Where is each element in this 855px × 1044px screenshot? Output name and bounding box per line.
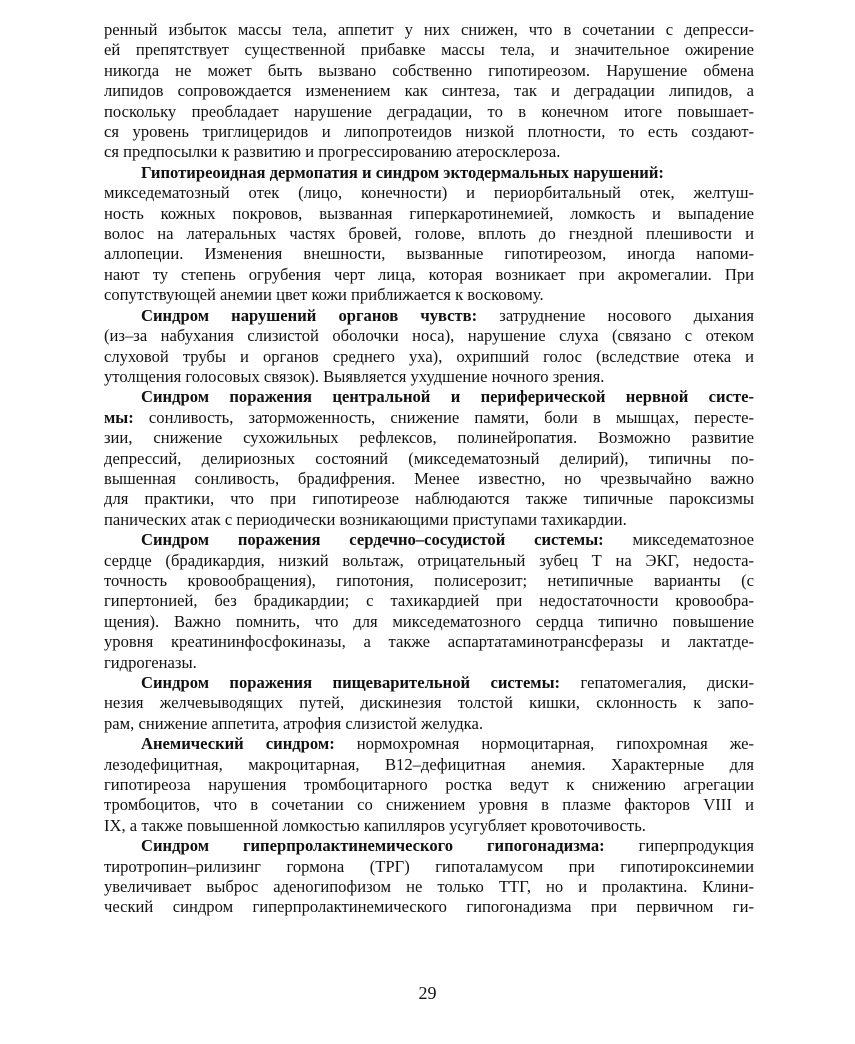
heading-continuation-text: сонливость, заторможенность, снижение памяти, боли в мышцах, пересте- bbox=[133, 407, 754, 427]
text-line: ся уровень триглицеридов и липопротеидов низкой плотности, то есть создают- bbox=[104, 122, 754, 142]
text-line: ность кожных покровов, вызванная гиперкаротинемией, ломкость и выпадение bbox=[104, 203, 754, 223]
paragraph-anemia bbox=[104, 734, 754, 836]
text-line: никогда не может быть вызвано собственно гипотиреозом. Нарушение обмена bbox=[104, 60, 754, 80]
paragraph-heading-line bbox=[104, 836, 754, 856]
text-line: поскольку преобладает нарушение деградации, то в конечном итоге повышает- bbox=[104, 101, 754, 121]
paragraph-heading-line bbox=[104, 408, 754, 428]
heading-continuation-text: гепатомегалия, диски- bbox=[560, 673, 754, 692]
text-line: волос на латеральных частях бровей, голове, вплоть до гнездной плешивости и bbox=[104, 224, 754, 244]
section-heading: Синдром поражения пищеварительной системы: bbox=[141, 673, 561, 692]
text-line: ренный избыток массы тела, аппетит у них снижен, что в сочетании с депресси- bbox=[104, 20, 754, 39]
heading-continuation-text: микседематозное bbox=[603, 530, 755, 550]
page-number: 29 bbox=[418, 983, 437, 1003]
section-heading: Гипотиреоидная дермопатия и синдром эктодермальных нарушений: bbox=[141, 162, 664, 182]
text-line: IX, а также повышенной ломкостью капилляров усугубляет кровоточивость. bbox=[104, 815, 646, 835]
paragraph-hypogonadism bbox=[104, 836, 754, 918]
text-line: тромбоцитов, что в сочетании со снижением уровня в плазме факторов VIII и bbox=[104, 795, 754, 815]
text-line: гидрогеназы. bbox=[104, 652, 197, 672]
paragraph-heading-line bbox=[104, 530, 754, 550]
text-line: уровня креатининфосфокиназы, а также аспартатаминотрансферазы и лактатде- bbox=[104, 632, 754, 652]
paragraph-sense-organs bbox=[104, 306, 754, 388]
page-body bbox=[104, 20, 754, 918]
text-line: утолщения голосовых связок). Выявляется ухудшение ночного зрения. bbox=[104, 366, 605, 386]
text-line: для практики, что при гипотиреозе наблюдаются также типичные пароксизмы bbox=[104, 489, 754, 509]
text-line: незия желчевыводящих путей, дискинезия толстой кишки, склонность к запо- bbox=[104, 693, 754, 713]
text-line: тиротропин–рилизинг гормона (ТРГ) гипоталамусом при гипотироксинемии bbox=[104, 856, 754, 876]
text-line: слуховой трубы и органов среднего уха), охрипший голос (вследствие отека и bbox=[104, 346, 754, 366]
text-line: нают ту степень огрубения черт лица, которая возникает при акромегалии. При bbox=[104, 264, 754, 284]
paragraph-lipid-metabolism bbox=[104, 20, 754, 163]
text-line: сопутствующей анемии цвет кожи приближается к восковому. bbox=[104, 285, 544, 305]
text-line: вышенная сонливость, брадифрения. Менее известно, но чрезвычайно важно bbox=[104, 468, 754, 488]
text-line: ей препятствует существенной прибавке массы тела, и значительное ожирение bbox=[104, 40, 754, 60]
section-heading: Синдром поражения сердечно–сосудистой системы: bbox=[141, 530, 604, 550]
text-line: увеличивает выброс аденогипофизом не только ТТГ, но и пролактина. Клини- bbox=[104, 877, 754, 897]
paragraph-dermopathy bbox=[104, 163, 754, 306]
heading-continuation-text: нормохромная нормоцитарная, гипохромная же- bbox=[334, 734, 754, 754]
paragraph-heading-line bbox=[104, 163, 754, 183]
text-line: депрессий, делириозных состояний (микседематозный делирий), типичны по- bbox=[104, 448, 754, 468]
section-heading: Синдром поражения центральной и периферической нервной систе- bbox=[141, 387, 754, 407]
paragraph-cardiovascular bbox=[104, 530, 754, 673]
section-heading-continuation: мы: bbox=[104, 407, 134, 427]
text-line: сердце (брадикардия, низкий вольтаж, отрицательный зубец Т на ЭКГ, недоста- bbox=[104, 550, 754, 570]
text-line: точность кровообращения), гипотония, полисерозит; нетипичные варианты (с bbox=[104, 570, 754, 590]
text-line: лезодефицитная, макроцитарная, В12–дефицитная анемия. Характерные для bbox=[104, 754, 754, 774]
text-line: аллопеции. Изменения внешности, вызванные гипотиреозом, иногда напоми- bbox=[104, 244, 754, 264]
paragraph-heading-line bbox=[104, 734, 754, 754]
heading-continuation-text: затруднение носового дыхания bbox=[477, 305, 754, 325]
text-line: зии, снижение сухожильных рефлексов, полинейропатия. Возможно развитие bbox=[104, 428, 754, 448]
text-line: (из–за набухания слизистой оболочки носа), нарушение слуха (связано с отеком bbox=[104, 326, 754, 346]
paragraph-digestive bbox=[104, 673, 754, 734]
section-heading: Синдром гиперпролактинемического гипогонадизма: bbox=[141, 836, 605, 856]
section-heading: Анемический синдром: bbox=[141, 734, 335, 754]
text-line: гипотиреоза нарушения тромбоцитарного ростка ведут к снижению агрегации bbox=[104, 775, 754, 795]
paragraph-nervous-system bbox=[104, 387, 754, 530]
text-line: микседематозный отек (лицо, конечности) и периорбитальный отек, желтуш- bbox=[104, 183, 754, 203]
text-line: щения). Важно помнить, что для микседематозного сердца типично повышение bbox=[104, 611, 754, 631]
section-heading: Синдром нарушений органов чувств: bbox=[141, 305, 478, 325]
text-line: панических атак с периодически возникающими приступами тахикардии. bbox=[104, 509, 627, 529]
paragraph-heading-line bbox=[104, 673, 754, 693]
text-line: рам, снижение аппетита, атрофия слизистой желудка. bbox=[104, 713, 483, 733]
heading-continuation-text: гиперпродукция bbox=[604, 836, 754, 856]
text-line: гипертонией, без брадикардии; с тахикардией при недостаточности кровообра- bbox=[104, 591, 754, 611]
text-line: ся предпосылки к развитию и прогрессированию атеросклероза. bbox=[104, 142, 561, 162]
text-line: липидов сопровождается изменением как синтеза, так и деградации липидов, а bbox=[104, 81, 754, 101]
paragraph-heading-line bbox=[104, 387, 754, 407]
text-line: ческий синдром гиперпролактинемического гипогонадизма при первичном ги- bbox=[104, 897, 754, 917]
paragraph-heading-line bbox=[104, 306, 754, 326]
